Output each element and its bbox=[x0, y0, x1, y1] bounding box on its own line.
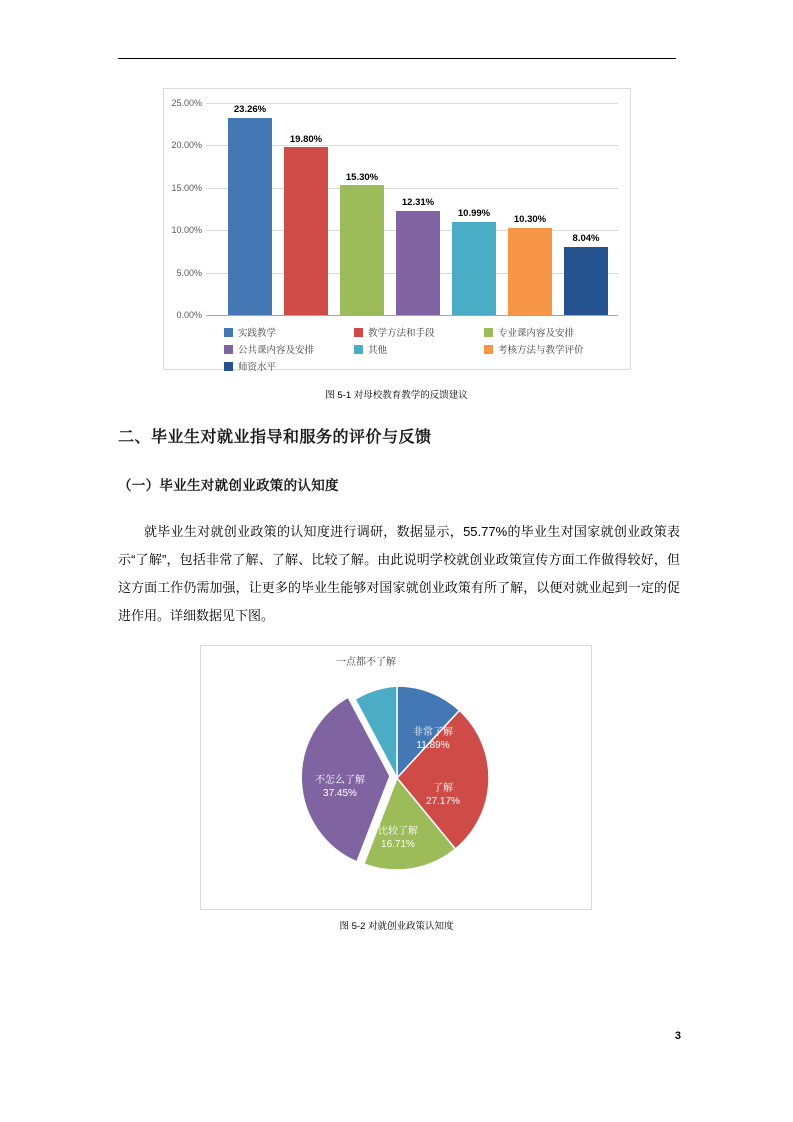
bar-value-label: 12.31% bbox=[401, 197, 435, 208]
y-tick-label: 5.00% bbox=[176, 267, 202, 278]
y-tick-label: 10.00% bbox=[171, 225, 202, 236]
pie-chart bbox=[297, 657, 497, 878]
pie-label-liaojie: 了解 27.17% bbox=[426, 783, 460, 807]
figure-caption-bar: 图 5-1 对母校教育教学的反馈建议 bbox=[325, 390, 468, 401]
pie-label-buzenmeliaojie: 不怎么了解 37.45% bbox=[315, 775, 365, 799]
legend-swatch-icon bbox=[224, 362, 233, 371]
y-tick-label: 15.00% bbox=[171, 182, 202, 193]
legend-swatch-icon bbox=[484, 328, 493, 337]
legend-label: 公共课内容及安排 bbox=[238, 345, 315, 356]
body-paragraph: 就毕业生对就创业政策的认知度进行调研，数据显示，55.77%的毕业生对国家就创业政策表示“了解”，包括非常了解、了解、比较了解。由此说明学校就创业政策宣传方面工作做得较好，但这方面工作仍需加强，让更多的毕业生能够对国家就创业政策有所了解，以便对就业起到一定的促进作用。详细数据见下图。 bbox=[118, 524, 680, 623]
bar-rect bbox=[340, 185, 384, 315]
page-number: 3 bbox=[674, 1030, 681, 1042]
y-tick-label: 20.00% bbox=[171, 140, 202, 151]
pie-label-bijiaoliaojie: 比较了解 16.71% bbox=[378, 826, 418, 850]
legend-item-qita bbox=[354, 342, 484, 359]
legend-swatch-icon bbox=[354, 328, 363, 337]
figure-caption-pie: 图 5-2 对就创业政策认知度 bbox=[339, 921, 454, 932]
x-axis-line bbox=[206, 315, 618, 316]
legend-label: 实践教学 bbox=[238, 328, 277, 339]
bar-chart-legend bbox=[224, 325, 614, 376]
legend-label: 教学方法和手段 bbox=[368, 328, 435, 339]
y-tick-label: 25.00% bbox=[171, 98, 202, 108]
pie-label-yidiandoubuliaojie: 一点都不了解 6.78% bbox=[336, 657, 396, 681]
legend-swatch-icon bbox=[224, 345, 233, 354]
legend-label: 其他 bbox=[368, 345, 388, 356]
legend-swatch-icon bbox=[224, 328, 233, 337]
bar-rect bbox=[508, 228, 552, 315]
legend-swatch-icon bbox=[484, 345, 493, 354]
legend-item-gonggongke bbox=[224, 342, 354, 359]
bar-value-label: 10.99% bbox=[457, 208, 491, 220]
section-heading-2: 二、毕业生对就业指导和服务的评价与反馈 bbox=[118, 429, 432, 446]
bar-chart-figure bbox=[163, 88, 631, 373]
legend-label: 专业课内容及安排 bbox=[498, 328, 575, 339]
bar-rect bbox=[284, 147, 328, 315]
bar-rect bbox=[452, 222, 496, 315]
y-tick-label: 0.00% bbox=[176, 310, 202, 320]
bar-rect bbox=[564, 247, 608, 315]
bar-rect bbox=[228, 118, 272, 315]
bar-value-label: 10.30% bbox=[513, 214, 547, 226]
legend-item-jiaoxuefangfa bbox=[354, 325, 484, 342]
legend-label: 考核方法与教学评价 bbox=[498, 345, 584, 356]
bar-value-label: 19.80% bbox=[289, 133, 323, 145]
legend-item-zhuanyeke bbox=[484, 325, 614, 342]
pie-label-feichangliaojie: 非常了解 11.89% bbox=[413, 727, 453, 751]
bar-value-label: 8.04% bbox=[572, 233, 600, 245]
bar-chart-y-axis bbox=[164, 89, 206, 320]
legend-item-shijianjiaoxue bbox=[224, 325, 354, 342]
header-rule bbox=[118, 58, 676, 59]
section-heading-3: （一）毕业生对就创业政策的认知度 bbox=[118, 478, 339, 493]
bar-value-label: 23.26% bbox=[233, 104, 267, 115]
legend-label: 师资水平 bbox=[238, 362, 277, 373]
legend-swatch-icon bbox=[354, 345, 363, 354]
bar-value-label: 15.30% bbox=[345, 171, 379, 183]
legend-item-shiziship bbox=[224, 359, 354, 376]
bar-series bbox=[206, 103, 618, 315]
pie-chart-figure bbox=[200, 645, 592, 910]
legend-item-kaohefangfa bbox=[484, 342, 614, 359]
bar-rect bbox=[396, 211, 440, 315]
